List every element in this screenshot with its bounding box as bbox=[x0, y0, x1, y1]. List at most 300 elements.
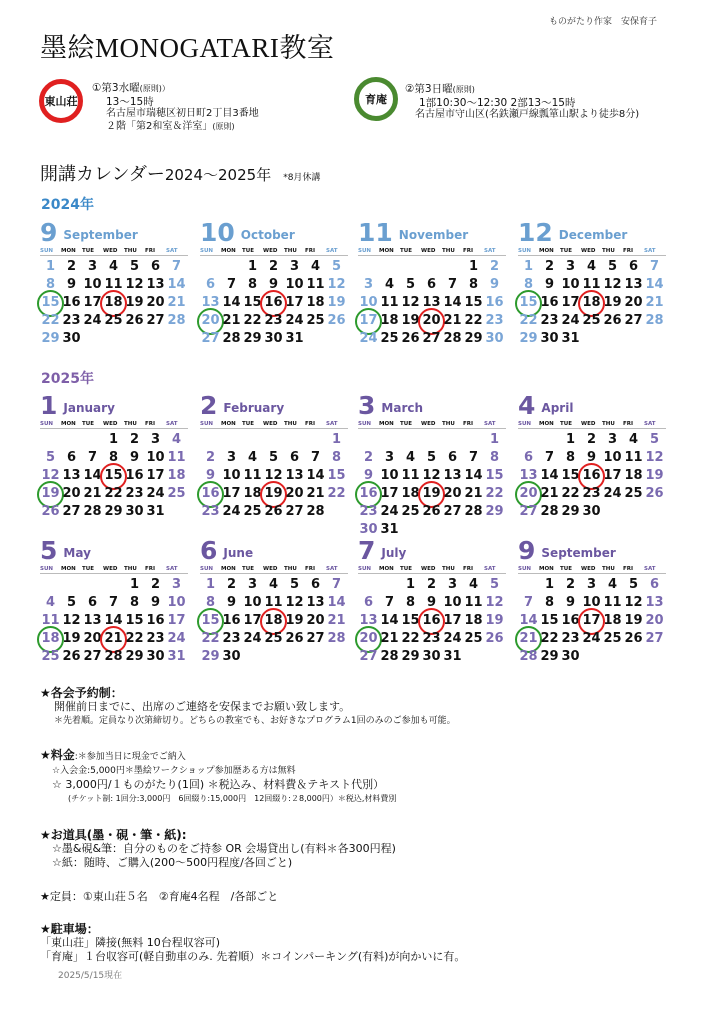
day-cell: 5 bbox=[628, 577, 639, 592]
weekday-label: SUN bbox=[358, 248, 372, 254]
weekday-label: TUE bbox=[400, 248, 412, 254]
weekday-label: FRI bbox=[145, 566, 156, 572]
empty-cell bbox=[103, 576, 124, 594]
month-calendar bbox=[200, 538, 348, 666]
weekday-label: FRI bbox=[145, 248, 156, 254]
empty-cell bbox=[539, 431, 560, 449]
day-cell: 12 bbox=[264, 468, 283, 483]
day-cell: 10 bbox=[359, 295, 378, 310]
weekday-label: SUN bbox=[40, 248, 54, 254]
day-grid bbox=[40, 576, 188, 666]
day-cell: 29 bbox=[201, 649, 220, 664]
day-cell: 13 bbox=[624, 277, 643, 292]
day-cell: 4 bbox=[108, 259, 119, 274]
day-cell: 30 bbox=[359, 522, 378, 537]
day-cell: 7 bbox=[171, 259, 182, 274]
day-cell: 5 bbox=[331, 259, 342, 274]
class-day-ikuan: 15 bbox=[519, 295, 538, 310]
day-cell: 4 bbox=[607, 577, 618, 592]
weekday-label: MON bbox=[539, 566, 554, 572]
day-cell: 30 bbox=[146, 649, 165, 664]
weekday-label: SUN bbox=[518, 421, 532, 427]
day-cell: 10 bbox=[380, 468, 399, 483]
month-number: 2 bbox=[200, 391, 218, 420]
day-cell: 5 bbox=[649, 432, 660, 447]
day-cell: 26 bbox=[645, 486, 664, 501]
day-cell: 2 bbox=[268, 259, 279, 274]
day-cell: 7 bbox=[447, 277, 458, 292]
class-day-ikuan: 17 bbox=[359, 313, 378, 328]
day-cell: 6 bbox=[426, 277, 437, 292]
day-cell: 14 bbox=[464, 468, 483, 483]
day-cell: 30 bbox=[222, 649, 241, 664]
class-day-higashiyama: 18 bbox=[582, 295, 601, 310]
day-cell: 26 bbox=[327, 313, 346, 328]
day-cell: 2 bbox=[66, 259, 77, 274]
day-cell: 3 bbox=[384, 450, 395, 465]
venue2-address: 名古屋市守山区(名鉄瀬戸線瓢箪山駅より徒歩8分) bbox=[415, 109, 640, 120]
day-cell: 3 bbox=[171, 577, 182, 592]
day-cell: 22 bbox=[464, 313, 483, 328]
day-cell: 17 bbox=[561, 295, 580, 310]
day-cell: 29 bbox=[125, 649, 144, 664]
weekday-label: MON bbox=[539, 248, 554, 254]
day-cell: 1 bbox=[489, 432, 500, 447]
month-name: January bbox=[63, 401, 115, 415]
day-cell: 21 bbox=[464, 486, 483, 501]
empty-cell bbox=[263, 431, 284, 449]
empty-cell bbox=[82, 576, 103, 594]
day-cell: 25 bbox=[167, 486, 186, 501]
day-cell: 20 bbox=[285, 486, 304, 501]
day-cell: 8 bbox=[45, 277, 56, 292]
weekday-label: SAT bbox=[326, 248, 338, 254]
day-cell: 14 bbox=[327, 595, 346, 610]
day-cell: 1 bbox=[331, 432, 342, 447]
day-cell: 23 bbox=[222, 631, 241, 646]
month-name: May bbox=[63, 546, 91, 560]
day-cell: 24 bbox=[83, 313, 102, 328]
day-cell: 2 bbox=[129, 432, 140, 447]
day-cell: 1 bbox=[129, 577, 140, 592]
day-cell: 18 bbox=[306, 295, 325, 310]
day-cell: 4 bbox=[586, 259, 597, 274]
empty-cell bbox=[358, 576, 379, 594]
month-calendar bbox=[518, 393, 666, 521]
day-cell: 19 bbox=[125, 295, 144, 310]
day-cell: 9 bbox=[129, 450, 140, 465]
weekday-label: FRI bbox=[463, 566, 474, 572]
day-cell: 30 bbox=[264, 331, 283, 346]
month-name: April bbox=[541, 401, 574, 415]
day-cell: 16 bbox=[125, 468, 144, 483]
empty-cell bbox=[221, 431, 242, 449]
day-cell: 30 bbox=[62, 331, 81, 346]
weekday-label: TUE bbox=[82, 566, 94, 572]
weekday-label: SUN bbox=[358, 566, 372, 572]
day-cell: 29 bbox=[464, 331, 483, 346]
day-cell: 19 bbox=[603, 295, 622, 310]
weekday-label: SUN bbox=[518, 566, 532, 572]
month-name: June bbox=[223, 546, 254, 560]
day-cell: 15 bbox=[561, 468, 580, 483]
day-cell: 12 bbox=[603, 277, 622, 292]
empty-cell bbox=[82, 431, 103, 449]
day-cell: 13 bbox=[422, 295, 441, 310]
day-cell: 30 bbox=[485, 331, 504, 346]
day-cell: 1 bbox=[405, 577, 416, 592]
month-header bbox=[40, 538, 188, 564]
day-cell: 21 bbox=[222, 313, 241, 328]
day-cell: 17 bbox=[285, 295, 304, 310]
day-cell: 22 bbox=[519, 313, 538, 328]
month-name: December bbox=[558, 228, 628, 242]
reserve-line-2: ＊先着順。定員なり次第締切り。どちらの教室でも、お好きなプログラム1回のみのご参加も可能。 bbox=[54, 716, 456, 726]
day-cell: 22 bbox=[201, 631, 220, 646]
day-cell: 8 bbox=[405, 595, 416, 610]
day-cell: 23 bbox=[582, 486, 601, 501]
day-cell: 3 bbox=[289, 259, 300, 274]
empty-cell bbox=[221, 258, 242, 276]
day-cell: 2 bbox=[586, 432, 597, 447]
day-cell: 9 bbox=[544, 277, 555, 292]
day-cell: 22 bbox=[401, 631, 420, 646]
day-cell: 22 bbox=[561, 486, 580, 501]
day-cell: 23 bbox=[485, 313, 504, 328]
day-cell: 21 bbox=[540, 486, 559, 501]
month-name: July bbox=[381, 546, 407, 560]
weekday-label: SUN bbox=[518, 248, 532, 254]
day-cell: 24 bbox=[167, 631, 186, 646]
month-name: March bbox=[381, 401, 424, 415]
month-name: September bbox=[541, 546, 616, 560]
month-number: 6 bbox=[200, 536, 218, 565]
day-cell: 10 bbox=[167, 595, 186, 610]
day-cell: 12 bbox=[285, 595, 304, 610]
day-cell: 24 bbox=[380, 504, 399, 519]
day-cell: 20 bbox=[306, 613, 325, 628]
day-cell: 14 bbox=[83, 468, 102, 483]
day-cell: 4 bbox=[384, 277, 395, 292]
day-cell: 20 bbox=[146, 295, 165, 310]
weekday-header bbox=[518, 248, 666, 256]
day-cell: 12 bbox=[422, 468, 441, 483]
empty-cell bbox=[400, 258, 421, 276]
day-cell: 3 bbox=[565, 259, 576, 274]
day-cell: 23 bbox=[359, 504, 378, 519]
weekday-label: MON bbox=[379, 566, 394, 572]
day-cell: 3 bbox=[607, 432, 618, 447]
day-cell: 14 bbox=[380, 613, 399, 628]
day-cell: 19 bbox=[401, 313, 420, 328]
class-day-higashiyama: 18 bbox=[104, 295, 123, 310]
day-cell: 23 bbox=[201, 504, 220, 519]
weekday-label: SAT bbox=[484, 421, 496, 427]
empty-cell bbox=[518, 576, 539, 594]
month-number: 4 bbox=[518, 391, 536, 420]
weekday-header bbox=[358, 248, 506, 256]
day-cell: 6 bbox=[87, 595, 98, 610]
day-cell: 10 bbox=[582, 595, 601, 610]
day-cell: 9 bbox=[489, 277, 500, 292]
month-calendar bbox=[518, 220, 666, 348]
weekday-label: SAT bbox=[166, 248, 178, 254]
day-cell: 10 bbox=[146, 450, 165, 465]
weekday-label: SUN bbox=[200, 421, 214, 427]
day-cell: 6 bbox=[310, 577, 321, 592]
month-header bbox=[518, 538, 666, 564]
day-cell: 27 bbox=[645, 631, 664, 646]
day-cell: 19 bbox=[285, 613, 304, 628]
day-cell: 23 bbox=[146, 631, 165, 646]
page-title: 墨絵MONOGATARI教室 bbox=[40, 33, 335, 63]
weekday-label: FRI bbox=[623, 421, 634, 427]
empty-cell bbox=[61, 576, 82, 594]
day-cell: 27 bbox=[306, 631, 325, 646]
day-cell: 17 bbox=[603, 468, 622, 483]
day-cell: 17 bbox=[167, 613, 186, 628]
day-cell: 9 bbox=[205, 468, 216, 483]
day-cell: 16 bbox=[62, 295, 81, 310]
weekday-label: TUE bbox=[560, 566, 572, 572]
class-day-higashiyama: 16 bbox=[582, 468, 601, 483]
weekday-label: FRI bbox=[305, 421, 316, 427]
weekday-label: TUE bbox=[242, 421, 254, 427]
day-cell: 24 bbox=[603, 486, 622, 501]
day-cell: 3 bbox=[226, 450, 237, 465]
day-cell: 14 bbox=[306, 468, 325, 483]
weekday-label: THU bbox=[602, 421, 615, 427]
month-header bbox=[40, 220, 188, 246]
day-cell: 20 bbox=[62, 486, 81, 501]
day-grid bbox=[200, 431, 348, 521]
day-cell: 9 bbox=[426, 595, 437, 610]
class-day-ikuan: 16 bbox=[201, 486, 220, 501]
day-cell: 15 bbox=[243, 295, 262, 310]
day-cell: 26 bbox=[285, 631, 304, 646]
day-cell: 5 bbox=[405, 277, 416, 292]
weekday-label: WED bbox=[421, 566, 436, 572]
day-cell: 3 bbox=[363, 277, 374, 292]
venue2-schedule: ②第3日曜 bbox=[405, 83, 453, 95]
day-cell: 4 bbox=[247, 450, 258, 465]
class-day-higashiyama: 21 bbox=[104, 631, 123, 646]
day-cell: 24 bbox=[243, 631, 262, 646]
day-cell: 23 bbox=[62, 313, 81, 328]
month-header bbox=[518, 220, 666, 246]
day-cell: 30 bbox=[125, 504, 144, 519]
day-cell: 28 bbox=[519, 649, 538, 664]
day-cell: 28 bbox=[645, 313, 664, 328]
day-cell: 25 bbox=[401, 504, 420, 519]
weekday-label: WED bbox=[421, 248, 436, 254]
day-cell: 25 bbox=[104, 313, 123, 328]
weekday-label: THU bbox=[124, 566, 137, 572]
class-day-higashiyama: 20 bbox=[422, 313, 441, 328]
day-cell: 4 bbox=[268, 577, 279, 592]
day-cell: 1 bbox=[45, 259, 56, 274]
weekday-label: MON bbox=[61, 421, 76, 427]
day-cell: 18 bbox=[380, 313, 399, 328]
day-cell: 12 bbox=[62, 613, 81, 628]
weekday-label: THU bbox=[284, 248, 297, 254]
empty-cell bbox=[421, 258, 442, 276]
month-header bbox=[358, 538, 506, 564]
day-cell: 13 bbox=[83, 613, 102, 628]
day-cell: 14 bbox=[645, 277, 664, 292]
day-cell: 11 bbox=[380, 295, 399, 310]
day-cell: 16 bbox=[561, 613, 580, 628]
weekday-label: MON bbox=[379, 421, 394, 427]
day-cell: 21 bbox=[167, 295, 186, 310]
month-header bbox=[358, 393, 506, 419]
day-cell: 24 bbox=[285, 313, 304, 328]
day-cell: 7 bbox=[523, 595, 534, 610]
day-cell: 2 bbox=[565, 577, 576, 592]
day-cell: 11 bbox=[243, 468, 262, 483]
day-cell: 25 bbox=[582, 313, 601, 328]
day-cell: 7 bbox=[468, 450, 479, 465]
fee-line-1: ☆入会金:5,000円＊墨絵ワークショップ参加歴ある方は無料 bbox=[52, 766, 296, 776]
day-cell: 29 bbox=[401, 649, 420, 664]
day-cell: 8 bbox=[331, 450, 342, 465]
tools-section bbox=[40, 828, 396, 870]
day-cell: 4 bbox=[628, 432, 639, 447]
day-cell: 6 bbox=[363, 595, 374, 610]
day-cell: 3 bbox=[87, 259, 98, 274]
month-calendar bbox=[358, 538, 506, 666]
day-cell: 29 bbox=[104, 504, 123, 519]
day-cell: 17 bbox=[83, 295, 102, 310]
day-cell: 26 bbox=[401, 331, 420, 346]
day-cell: 14 bbox=[167, 277, 186, 292]
day-cell: 21 bbox=[443, 313, 462, 328]
day-cell: 1 bbox=[247, 259, 258, 274]
day-cell: 14 bbox=[222, 295, 241, 310]
empty-cell bbox=[442, 258, 463, 276]
weekday-label: SAT bbox=[326, 421, 338, 427]
weekday-header bbox=[200, 248, 348, 256]
day-cell: 18 bbox=[243, 486, 262, 501]
weekday-label: MON bbox=[221, 566, 236, 572]
day-cell: 5 bbox=[45, 450, 56, 465]
day-cell: 9 bbox=[66, 277, 77, 292]
month-number: 7 bbox=[358, 536, 376, 565]
day-cell: 17 bbox=[443, 613, 462, 628]
parking-heading: ★駐車場： bbox=[40, 922, 99, 936]
weekday-label: TUE bbox=[242, 566, 254, 572]
day-cell: 11 bbox=[306, 277, 325, 292]
weekday-label: WED bbox=[263, 248, 278, 254]
day-cell: 18 bbox=[464, 613, 483, 628]
year-2024-label: 2024年 bbox=[41, 197, 94, 213]
weekday-label: SUN bbox=[40, 421, 54, 427]
day-cell: 3 bbox=[150, 432, 161, 447]
day-cell: 14 bbox=[519, 613, 538, 628]
day-cell: 27 bbox=[519, 504, 538, 519]
day-cell: 25 bbox=[624, 486, 643, 501]
day-cell: 23 bbox=[561, 631, 580, 646]
day-cell: 22 bbox=[327, 486, 346, 501]
day-cell: 19 bbox=[62, 631, 81, 646]
reserve-heading: ★各会予約制： bbox=[40, 686, 123, 700]
day-cell: 2 bbox=[226, 577, 237, 592]
day-cell: 26 bbox=[41, 504, 60, 519]
day-cell: 31 bbox=[443, 649, 462, 664]
weekday-label: SUN bbox=[358, 421, 372, 427]
month-header bbox=[518, 393, 666, 419]
day-cell: 2 bbox=[363, 450, 374, 465]
day-cell: 24 bbox=[561, 313, 580, 328]
class-day-ikuan: 20 bbox=[359, 631, 378, 646]
weekday-label: SAT bbox=[644, 248, 656, 254]
weekday-label: WED bbox=[581, 566, 596, 572]
weekday-label: SUN bbox=[200, 248, 214, 254]
day-cell: 19 bbox=[327, 295, 346, 310]
day-cell: 16 bbox=[485, 295, 504, 310]
day-cell: 10 bbox=[561, 277, 580, 292]
day-cell: 5 bbox=[268, 450, 279, 465]
day-cell: 25 bbox=[306, 313, 325, 328]
day-cell: 7 bbox=[384, 595, 395, 610]
day-cell: 1 bbox=[544, 577, 555, 592]
month-header bbox=[40, 393, 188, 419]
parking-section bbox=[40, 922, 465, 964]
day-cell: 12 bbox=[485, 595, 504, 610]
venue2-badge: 育庵 bbox=[354, 77, 398, 121]
weekday-label: THU bbox=[124, 248, 137, 254]
weekday-label: FRI bbox=[145, 421, 156, 427]
day-cell: 6 bbox=[66, 450, 77, 465]
weekday-label: FRI bbox=[305, 566, 316, 572]
class-day-higashiyama: 18 bbox=[264, 613, 283, 628]
day-cell: 11 bbox=[264, 595, 283, 610]
day-cell: 27 bbox=[62, 504, 81, 519]
day-cell: 25 bbox=[41, 649, 60, 664]
venue1-schedule-note: (原則)） bbox=[139, 84, 170, 93]
class-day-higashiyama: 16 bbox=[264, 295, 283, 310]
day-cell: 5 bbox=[426, 450, 437, 465]
day-cell: 21 bbox=[306, 486, 325, 501]
weekday-label: WED bbox=[103, 566, 118, 572]
month-number: 10 bbox=[200, 218, 235, 247]
day-cell: 11 bbox=[401, 468, 420, 483]
tools-line-2: ☆紙：随時、ご購入(200～500円程度/各回ごと) bbox=[52, 856, 293, 869]
empty-cell bbox=[358, 258, 379, 276]
day-cell: 16 bbox=[146, 613, 165, 628]
day-cell: 30 bbox=[540, 331, 559, 346]
day-cell: 22 bbox=[104, 486, 123, 501]
day-cell: 25 bbox=[603, 631, 622, 646]
weekday-header bbox=[40, 421, 188, 429]
day-cell: 6 bbox=[628, 259, 639, 274]
weekday-label: TUE bbox=[82, 421, 94, 427]
month-calendar bbox=[40, 393, 188, 521]
day-cell: 29 bbox=[561, 504, 580, 519]
day-cell: 25 bbox=[243, 504, 262, 519]
day-grid bbox=[518, 431, 666, 521]
day-cell: 6 bbox=[447, 450, 458, 465]
venue1-room-note: (原則) bbox=[212, 121, 235, 131]
class-day-ikuan: 20 bbox=[201, 313, 220, 328]
class-day-ikuan: 16 bbox=[359, 486, 378, 501]
month-name: November bbox=[398, 228, 469, 242]
empty-cell bbox=[379, 258, 400, 276]
day-cell: 5 bbox=[489, 577, 500, 592]
fee-heading: ★料金 bbox=[40, 748, 75, 762]
day-cell: 15 bbox=[464, 295, 483, 310]
day-cell: 1 bbox=[565, 432, 576, 447]
